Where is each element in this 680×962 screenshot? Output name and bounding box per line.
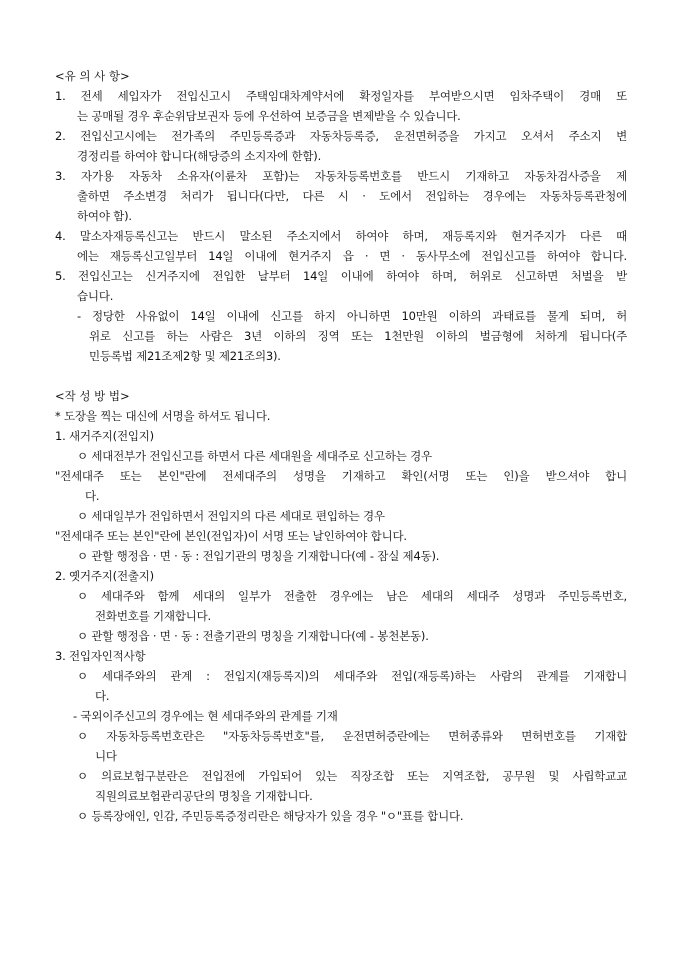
method-line-11: 전화번호를 기재합니다. <box>95 609 211 623</box>
method-line-6: ㅇ 세대일부가 전입하면서 전입지의 다른 세대로 편입하는 경우 <box>77 509 385 523</box>
note-4-line-2: 에는 재등록신고일부터 14일 이내에 현거주지 읍 · 면 · 동사무소에 전입신고를 하여야 합니다. <box>77 249 627 263</box>
note-4-line-1: 4. 말소자재등록신고는 반드시 말소된 주소지에서 하여야 하며, 재등록지와 현거주지가 다른 때 <box>55 229 627 243</box>
method-line-14: ㅇ 세대주와의 관계 : 전입지(재등록지)의 세대주와 전입(재등록)하는 사람의 관계를 기재합니 <box>77 669 627 683</box>
method-line-8: ㅇ 관할 행정읍 · 면 · 동 : 전입기관의 명칭을 기재합니다(예 - 잠실 제4동). <box>77 549 440 563</box>
method-title: <작 성 방 법> <box>55 389 130 403</box>
method-line-15: 다. <box>95 689 110 703</box>
method-line-19: ㅇ 의료보험구분란은 전입전에 가입되어 있는 직장조합 또는 지역조합, 공무원 및 사립학교교 <box>77 769 627 783</box>
note-1-line-2: 는 공매될 경우 후순위담보권자 등에 우선하여 보증금을 변제받을 수 있습니다. <box>77 109 461 123</box>
document-page <box>55 66 627 826</box>
section-spacer <box>55 366 627 386</box>
method-line-17: ㅇ 자동차등록번호란은 "자동차등록번호"를, 운전면허증란에는 면허종류와 면허번호를 기재합 <box>77 729 627 743</box>
note-2-line-1: 2. 전입신고시에는 전가족의 주민등록증과 자동차등록증, 운전면허증을 가지고 오셔서 주소지 변 <box>55 129 627 143</box>
note-5-sub-line-2: 위로 신고를 하는 사람은 3년 이하의 징역 또는 1천만원 이하의 벌금형에 처하게 됩니다(주 <box>89 329 627 343</box>
method-heading-1: 1. 새거주지(전입지) <box>55 429 154 443</box>
method-line-1: * 도장을 찍는 대신에 서명을 하셔도 됩니다. <box>55 409 271 423</box>
method-line-21: ㅇ 등록장애인, 인감, 주민등록증정리란은 해당자가 있을 경우 "ㅇ"표를 합니다. <box>77 809 464 823</box>
method-line-7: "전세대주 또는 본인"란에 본인(전입자)이 서명 또는 날인하여야 합니다. <box>55 529 407 543</box>
note-5-line-2: 습니다. <box>77 289 114 303</box>
notes-title: <유 의 사 항> <box>55 69 130 83</box>
note-5-sub-line-3: 민등록법 제21조제2항 및 제21조의3). <box>89 349 281 363</box>
note-3-line-3: 하여야 함). <box>77 209 132 223</box>
method-heading-2: 2. 옛거주지(전출지) <box>55 569 154 583</box>
note-5-line-1: 5. 전입신고는 신거주지에 전입한 날부터 14일 이내에 하여야 하며, 허위로 신고하면 처벌을 받 <box>55 269 627 283</box>
method-line-18: 니다 <box>95 749 117 763</box>
method-line-10: ㅇ 세대주와 함께 세대의 일부가 전출한 경우에는 남은 세대의 세대주 성명과 주민등록번호, <box>77 589 627 603</box>
note-5-sub-line-1: - 정당한 사유없이 14일 이내에 신고를 하지 아니하면 10만원 이하의 과태료를 물게 되며, 허 <box>77 309 627 323</box>
method-line-16: - 국외이주신고의 경우에는 현 세대주와의 관계를 기재 <box>73 709 338 723</box>
note-3-line-2: 출하면 주소변경 처리가 됩니다(다만, 다른 시 · 도에서 전입하는 경우에는 자동차등록관청에 <box>77 189 627 203</box>
method-line-5: 다. <box>85 489 100 503</box>
method-heading-3: 3. 전입자인적사항 <box>55 649 146 663</box>
method-line-20: 직원의료보험관리공단의 명칭을 기재합니다. <box>95 789 313 803</box>
method-line-3: ㅇ 세대전부가 전입신고를 하면서 다른 세대원을 세대주로 신고하는 경우 <box>77 449 432 463</box>
method-line-12: ㅇ 관할 행정읍 · 면 · 동 : 전출기관의 명칭을 기재합니다(예 - 봉천본동). <box>77 629 429 643</box>
note-1-line-1: 1. 전세 세입자가 전입신고시 주택임대차계약서에 확정일자를 부여받으시면 임차주택이 경매 또 <box>55 89 627 103</box>
method-line-4: "전세대주 또는 본인"란에 전세대주의 성명을 기재하고 확인(서명 또는 인)을 받으셔야 합니 <box>55 469 627 483</box>
note-3-line-1: 3. 자가용 자동차 소유자(이륜차 포함)는 자동차등록번호를 반드시 기재하고 자동차검사증을 제 <box>55 169 627 183</box>
note-2-line-2: 경정리를 하여야 합니다(해당증의 소지자에 한함). <box>77 149 322 163</box>
